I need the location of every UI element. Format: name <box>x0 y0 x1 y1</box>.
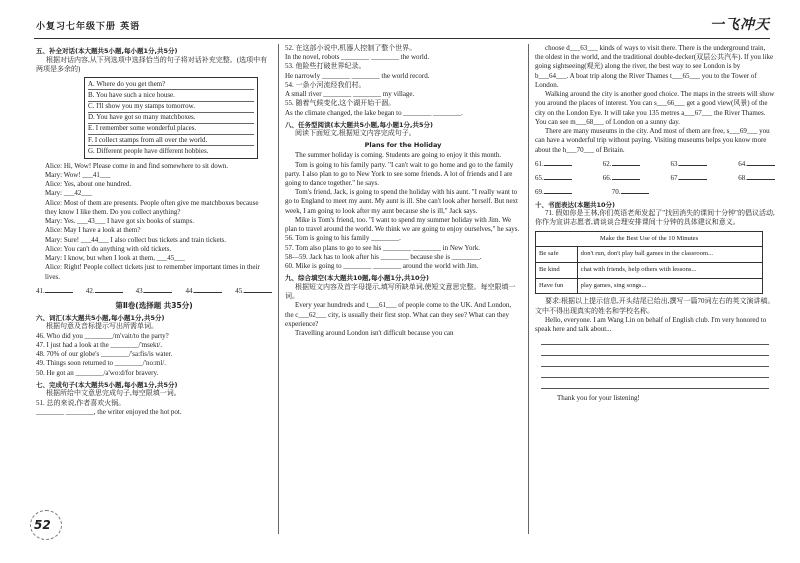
table-cell: play games, sing songs... <box>577 278 762 294</box>
table-cell: Have fun <box>536 278 578 294</box>
table-row <box>536 262 763 278</box>
table-cell: Be kind <box>536 262 578 278</box>
blank-line[interactable] <box>621 186 649 194</box>
writing-line[interactable] <box>541 345 769 356</box>
option: D. You have got so many matchboxes. <box>88 113 254 124</box>
speech-opening: Hello, everyone. I am Wang Lin on behalf of English club. I'm very honored to speak here and talk about... <box>535 315 767 334</box>
answer-label: 42. <box>85 286 95 295</box>
question: 57. Tom also plans to go to see his ________ ________ in New York. <box>285 243 480 252</box>
dialogue-line: Alice: Most of them are presents. People often give me matchboxes because they know I like them. Do you collect anything? <box>45 198 259 216</box>
vocab-item: 48. 70% of our globe's ________/'sa:fis/is water. <box>36 350 173 359</box>
dialogue-line: Alice: May I have a look at them? <box>45 226 141 235</box>
table-row <box>536 278 763 294</box>
book-title: 小复习七年级下册 英语 <box>36 22 141 32</box>
dialogue-line: Mary: Yes. ___43___ I have got six books of stamps. <box>45 217 194 226</box>
passage-paragraph: Tom's friend, Jack, is going to spend the holiday with his aunt. "I really want to go to England to meet my aunt. My aunt is ill. She can't look after herself. But next week, I am going to look after my aunt because she is ill," Jack says. <box>285 188 518 215</box>
answer-label: 70. <box>611 188 621 197</box>
answer-blank[interactable] <box>612 186 649 197</box>
option: C. I'll show you my stamps tomorrow. <box>88 102 254 113</box>
section-5-title: 五、补全对话(本大题共5小题,每小题1分,共5分) <box>36 47 178 55</box>
dialogue-line: Alice: You can't do anything with old tickets. <box>45 244 172 253</box>
cloze-paragraph: Walking around the city is another good choice. The maps in the streets will show you around the places of interest. You can s___66___ get a good view(风景) of the city on the London Eye. It will take you 135 metres a___67___ the River Thames. You can see m___68___ of London on a sunny day. <box>535 90 775 126</box>
dialogue-line: Alice: Hi, Wow! Please come in and find somewhere to sit down. <box>45 161 229 170</box>
translation-item: 53. 他险些打破世界纪录。 <box>285 62 366 71</box>
writing-requirements: 要求:根据以上提示信息,开头结尾已给出,撰写一篇70词左右的英文演讲稿。文中不得出现真实的姓名和学校名称。 <box>535 297 775 315</box>
option: A. Where do you get them? <box>88 79 254 90</box>
answer-blank[interactable] <box>535 158 572 169</box>
dialogue-line: Alice: Right! People collect tickets just to remember important times in their lives. <box>45 263 260 281</box>
answer-blank[interactable] <box>671 158 708 169</box>
answer-blank[interactable] <box>235 285 272 296</box>
cloze-paragraph: Every year hundreds and t___61___ of people come to the UK. And London, the c___62___ city, is usually their first stop. What can they see? What can they experience? <box>285 301 512 328</box>
vocab-item: 50. He got an ________/a'wo:d/for bravery. <box>36 368 159 377</box>
table-cell: Be safe <box>536 247 578 263</box>
section-10-instructions: 71. 假如你是王林,你们英语老师发起了"找回消失的课间十分钟"的倡议活动,你作为宣讲志愿者,请谈谈合理安排课间十分钟的具体建议和意义。 <box>535 209 775 227</box>
answer-label: 41. <box>36 286 45 295</box>
blank-line[interactable] <box>544 186 572 194</box>
section-9-instructions: 根据短文内容及首字母提示,填写所缺单词,使短文意思完整。每空限填一词。 <box>285 282 516 301</box>
answer-row <box>535 172 775 183</box>
item-51: 51. 总的来说,作者喜欢火锅。 <box>36 398 126 407</box>
speech-closing: Thank you for your listening! <box>557 394 640 403</box>
section-5-instructions: 根据对话内容,从下列选项中选择恰当的句子将对话补充完整。(选项中有两项是多余的) <box>36 55 268 73</box>
answer-label: 68. <box>738 174 747 183</box>
writing-line[interactable] <box>541 356 769 367</box>
translation-item: He narrowly ________ ________ the world record. <box>285 71 430 80</box>
section-7-instructions: 根据所给中文意思完成句子,每空限填一词。 <box>46 389 181 398</box>
tips-table <box>535 231 763 295</box>
cloze-paragraph: choose d___63___ kinds of ways to visit there. There is the underground train, the oldest in the world, and the traditional double-decker(双层公共汽车). If you like going sightseeing(观光) along the river, the best way to see London is by b___64___. A boat trip along the River Thames t___65___ you to the Tower of London. <box>535 44 774 89</box>
vocab-item: 47. I just had a look at the ________/'msekt/. <box>36 340 163 349</box>
blank-line[interactable] <box>679 158 707 166</box>
answer-label: 69. <box>535 188 544 197</box>
header-rule <box>34 38 770 39</box>
answer-label: 63. <box>670 159 680 168</box>
answer-blank[interactable] <box>603 172 640 183</box>
column-3 <box>535 44 775 404</box>
table-cell: don't run, don't play ball games in the classroom... <box>577 247 762 263</box>
blank-line[interactable] <box>544 158 572 166</box>
dialogue-line: Alice: Yes, about one hundred. <box>45 180 132 189</box>
column-divider <box>278 44 279 534</box>
options-box <box>84 77 258 159</box>
answer-blank[interactable] <box>86 285 123 296</box>
question: 58—59. Jack has to look after his ________ because she is ________. <box>285 252 482 261</box>
translation-item: A small river ________ ________ my village. <box>285 90 415 99</box>
blank-line[interactable] <box>45 285 73 293</box>
option: E. I remember some wonderful places. <box>88 124 254 135</box>
translation-item: In the novel, robots ________ ________ the world. <box>285 53 430 62</box>
cloze-paragraph: There are many museums in the city. And most of them are free, s___69___ you can have a wonderful trip without paying. Visiting museums helps you know more about the h___70___ of Britain. <box>535 127 770 154</box>
answer-blank[interactable] <box>535 172 572 183</box>
dialogue-line: Mary: ___42___ <box>45 189 92 198</box>
answer-row <box>535 158 775 169</box>
dialogue-line: Mary: Wow! ___41___ <box>45 170 111 179</box>
blank-line[interactable] <box>244 285 272 293</box>
translation-item: 55. 随着气候变化,这个湖开始干涸。 <box>285 99 396 108</box>
section-6-instructions: 根据句意及音标提示写出所需单词。 <box>46 322 158 331</box>
cloze-text <box>535 44 775 155</box>
questions-56-60 <box>285 234 521 271</box>
answer-label: 62. <box>602 159 612 168</box>
column-1 <box>36 44 272 417</box>
answer-row <box>535 186 775 197</box>
part-2-title: 第Ⅱ卷(选择题 共35分) <box>115 300 193 310</box>
answer-label: 61. <box>535 159 544 168</box>
option: G. Different people have different hobbies. <box>88 146 209 155</box>
answer-label: 44. <box>185 286 195 295</box>
answer-blank[interactable] <box>738 158 775 169</box>
blank-line[interactable] <box>747 172 775 180</box>
section-6-title: 六、词汇(本大题共5小题,每小题1分,共5分) <box>36 313 165 322</box>
blank-line[interactable] <box>544 172 572 180</box>
dialogue <box>36 162 272 282</box>
blank-line[interactable] <box>194 285 222 293</box>
vocab-item: 46. Who did you ________/m'vait/to the party? <box>36 331 169 340</box>
answer-label: 67. <box>670 174 680 183</box>
section-9-text <box>285 301 521 338</box>
section-8-instructions: 阅读下面短文,根据短文内容完成句子。 <box>295 129 416 138</box>
blank-line[interactable] <box>95 285 123 293</box>
translation-item: 54. 一条小河流经我们村。 <box>285 80 366 89</box>
blank-line[interactable] <box>612 172 640 180</box>
blank-line[interactable] <box>612 158 640 166</box>
dialogue-line: Mary: I know, but when I look at them, ___45___ <box>45 254 185 263</box>
section-10-title: 十、书面表达(本题共10分) <box>535 200 615 209</box>
passage <box>285 151 521 234</box>
blank-line[interactable] <box>679 172 707 180</box>
section-9-title: 九、综合填空(本大题共10题,每小题1分,共10分) <box>285 274 429 283</box>
item-51-answer: ________ ________, the writer enjoyed the hot pot. <box>36 407 182 416</box>
question: 60. Mike is going to ________ ________ around the world with Jim. <box>285 262 479 271</box>
cloze-paragraph: Travelling around London isn't difficult because you can <box>295 329 454 338</box>
answer-label: 43. <box>135 286 145 295</box>
answer-blank[interactable] <box>738 172 775 183</box>
section-7-title: 七、完成句子(本大题共5小题,每小题1分,共5分) <box>36 380 178 389</box>
blank-line[interactable] <box>747 158 775 166</box>
blank-line[interactable] <box>144 285 172 293</box>
answer-blank[interactable] <box>136 285 173 296</box>
answer-label: 66. <box>602 174 612 183</box>
answer-row <box>36 285 272 296</box>
table-header: Make the Best Use of the 10 Minutes <box>536 231 763 247</box>
items-52-55 <box>285 44 521 118</box>
writing-line[interactable] <box>541 367 769 378</box>
column-divider <box>528 44 529 534</box>
brand-logo: 一飞冲天 <box>710 17 770 33</box>
passage-paragraph: Mike is Tom's friend, too. "I want to spend my summer holiday with Jim. We plan to travel around the world. We think we are going to enjoy ourselves," he says. <box>285 215 520 234</box>
answer-blank[interactable] <box>535 186 572 197</box>
answer-label: 45. <box>235 286 244 295</box>
page-number: 52 <box>34 518 51 532</box>
answer-label: 64. <box>738 159 747 168</box>
section-8-title: 八、任务型阅读(本大题共5小题,每小题1分,共5分) <box>285 120 433 129</box>
answer-blank[interactable] <box>36 285 73 296</box>
translation-item: As the climate changed, the lake began to ________ ________. <box>285 108 463 117</box>
writing-line[interactable] <box>541 334 769 345</box>
passage-title: Plans for the Holiday <box>364 140 442 149</box>
table-cell: chat with friends, help others with lessons... <box>577 262 762 278</box>
table-row <box>536 247 763 263</box>
answer-blank[interactable] <box>185 285 222 296</box>
answer-blank[interactable] <box>671 172 708 183</box>
option: B. You have such a nice house. <box>88 90 254 101</box>
vocab-item: 49. Things soon returned to ________/'no:ml/. <box>36 359 167 368</box>
translation-item: 52. 在这部小说中,机器人控制了整个世界。 <box>285 44 417 52</box>
column-2 <box>285 44 521 338</box>
writing-line[interactable] <box>541 378 769 389</box>
section-6-items <box>36 332 272 378</box>
answer-blank[interactable] <box>603 158 640 169</box>
question: 56. Tom is going to his family ________. <box>285 234 401 243</box>
dialogue-line: Mary: Sure! ___44___ I also collect bus tickets and train tickets. <box>45 235 226 244</box>
option: F. I collect stamps from all over the world. <box>88 135 254 146</box>
passage-paragraph: Tom is going to his family party. "I can't wait to go home and go to the family party. I also plan to go to New York to see some friends. A lot of friends and I are going to dance together." he says. <box>285 160 514 187</box>
answer-label: 65. <box>535 174 544 183</box>
passage-paragraph: The summer holiday is coming. Students are going to enjoy it this month. <box>295 151 502 160</box>
